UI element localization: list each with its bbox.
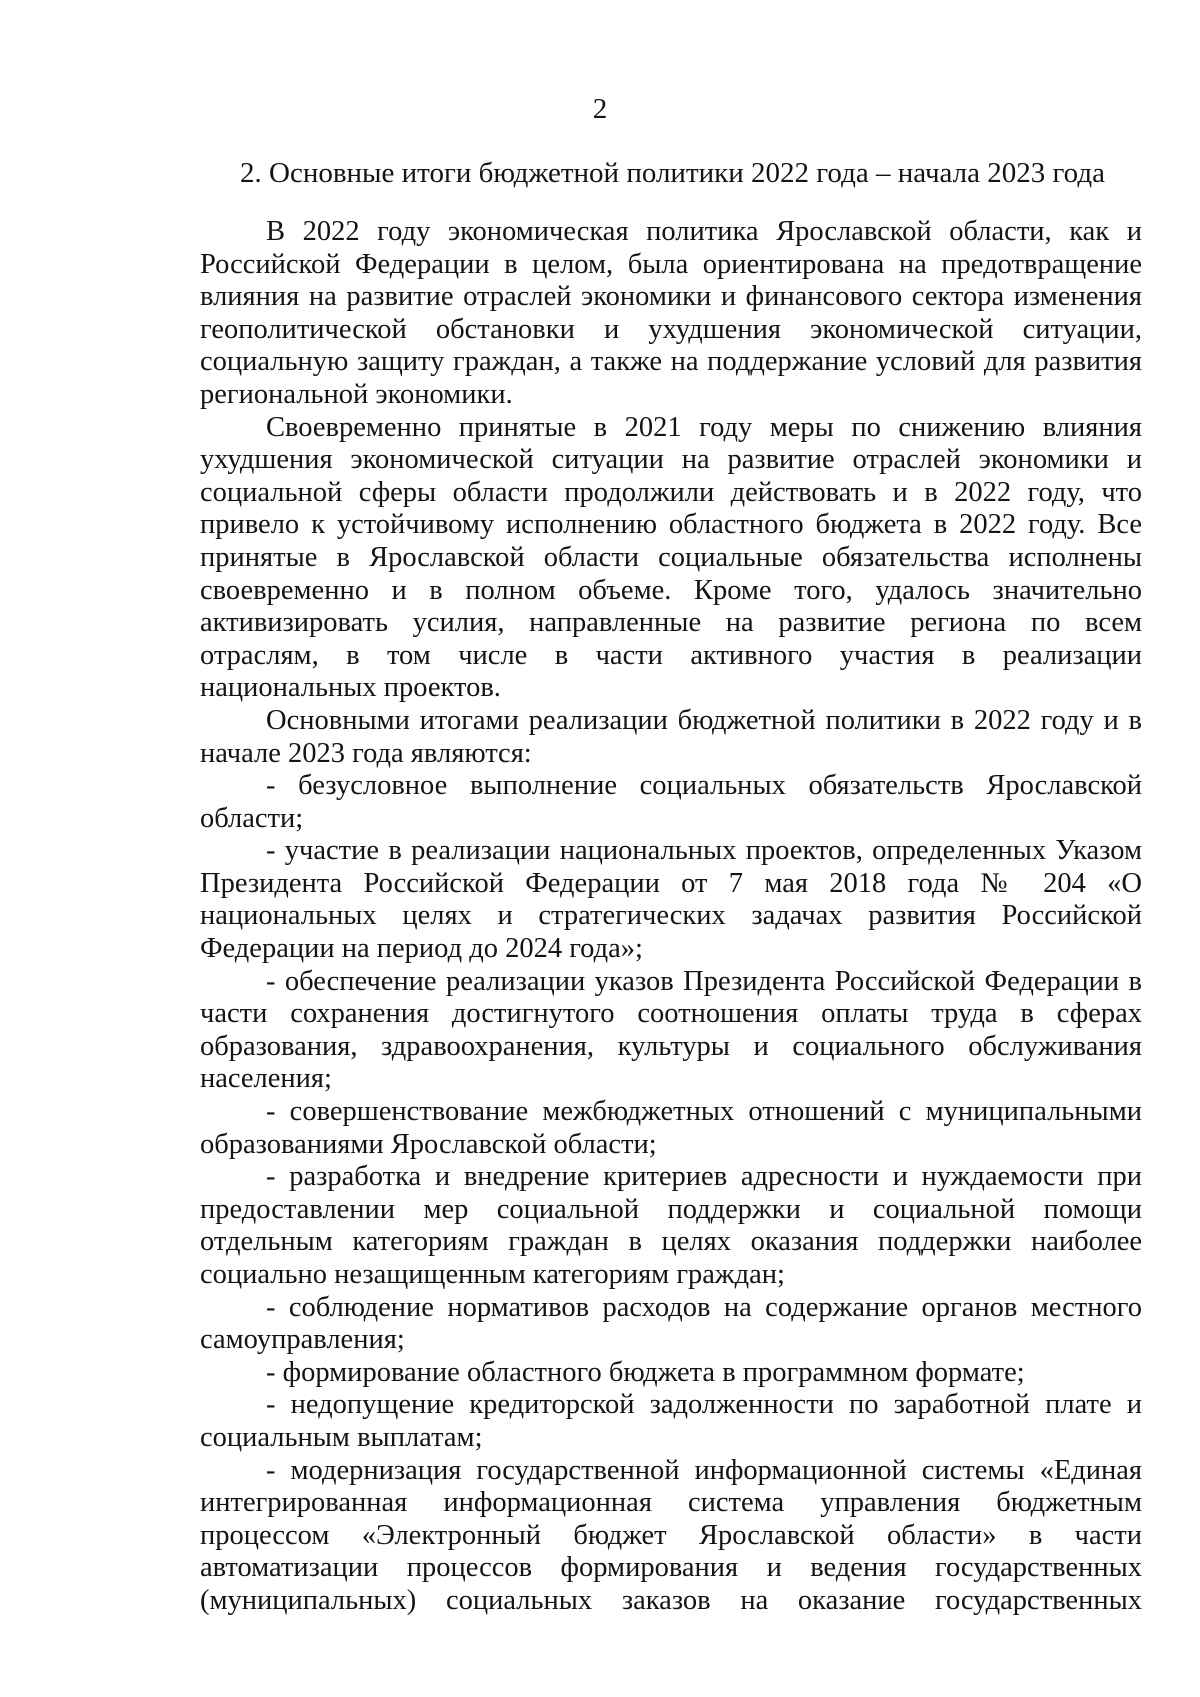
paragraph-intro: В 2022 году экономическая политика Ярославской области, как и Российской Федерации в целом, была ориентирована на предотвращение влияния на развитие отраслей экономики и финансового сектора изменения геополитической обстановки и ухудшения экономической ситуации, социальную защиту граждан, а также на поддержание условий для развития региональной экономики. [200,216,1142,410]
body-text [200,216,1142,1618]
paragraph-results-lead: Основными итогами реализации бюджетной политики в 2022 году и в начале 2023 года являются: [200,704,1142,769]
list-item: - безусловное выполнение социальных обязательств Ярославской области; [200,770,1142,834]
paragraph-measures: Своевременно принятые в 2021 году меры по снижению влияния ухудшения экономической ситуации на развитие отраслей экономики и социальной сферы области продолжили действовать и в 2022 году, что привело к устойчивому исполнению областного бюджета в 2022 году. Все принятые в Ярославской области социальные обязательства исполнены своевременно и в полном объеме. Кроме того, удалось значительно активизировать усилия, направленные на развитие региона по всем отраслям, в том числе в части активного участия в реализации национальных проектов. [200,411,1142,704]
list-item: - разработка и внедрение критериев адресности и нуждаемости при предоставлении мер социальной поддержки и социальной помощи отдельным категориям граждан в целях оказания поддержки наиболее социально незащищенным категориям граждан; [200,1161,1142,1290]
list-item: - участие в реализации национальных проектов, определенных Указом Президента Российской Федерации от 7 мая 2018 года № 204 «О национальных целях и стратегических задачах развития Российской Федерации на период до 2024 года»; [200,835,1142,965]
list-item: - обеспечение реализации указов Президента Российской Федерации в части сохранения достигнутого соотношения оплаты труда в сферах образования, здравоохранения, культуры и социального обслуживания населения; [200,965,1142,1095]
page-number: 2 [592,93,608,125]
list-item: - модернизация государственной информационной системы «Единая интегрированная информационная система управления бюджетным процессом «Электронный бюджет Ярославской области» в части автоматизации процессов формирования и ведения государственных (муниципальных) социальных заказов на оказание государственных [200,1454,1142,1616]
list-item: - недопущение кредиторской задолженности по заработной плате и социальным выплатам; [200,1389,1142,1453]
list-item: - совершенствование межбюджетных отношений с муниципальными образованиями Ярославской области; [200,1096,1142,1160]
section-title: 2. Основные итоги бюджетной политики 2022 года – начала 2023 года [240,157,1105,189]
list-item: - формирование областного бюджета в программном формате; [266,1356,1025,1388]
list-item: - соблюдение нормативов расходов на содержание органов местного самоуправления; [200,1291,1142,1356]
